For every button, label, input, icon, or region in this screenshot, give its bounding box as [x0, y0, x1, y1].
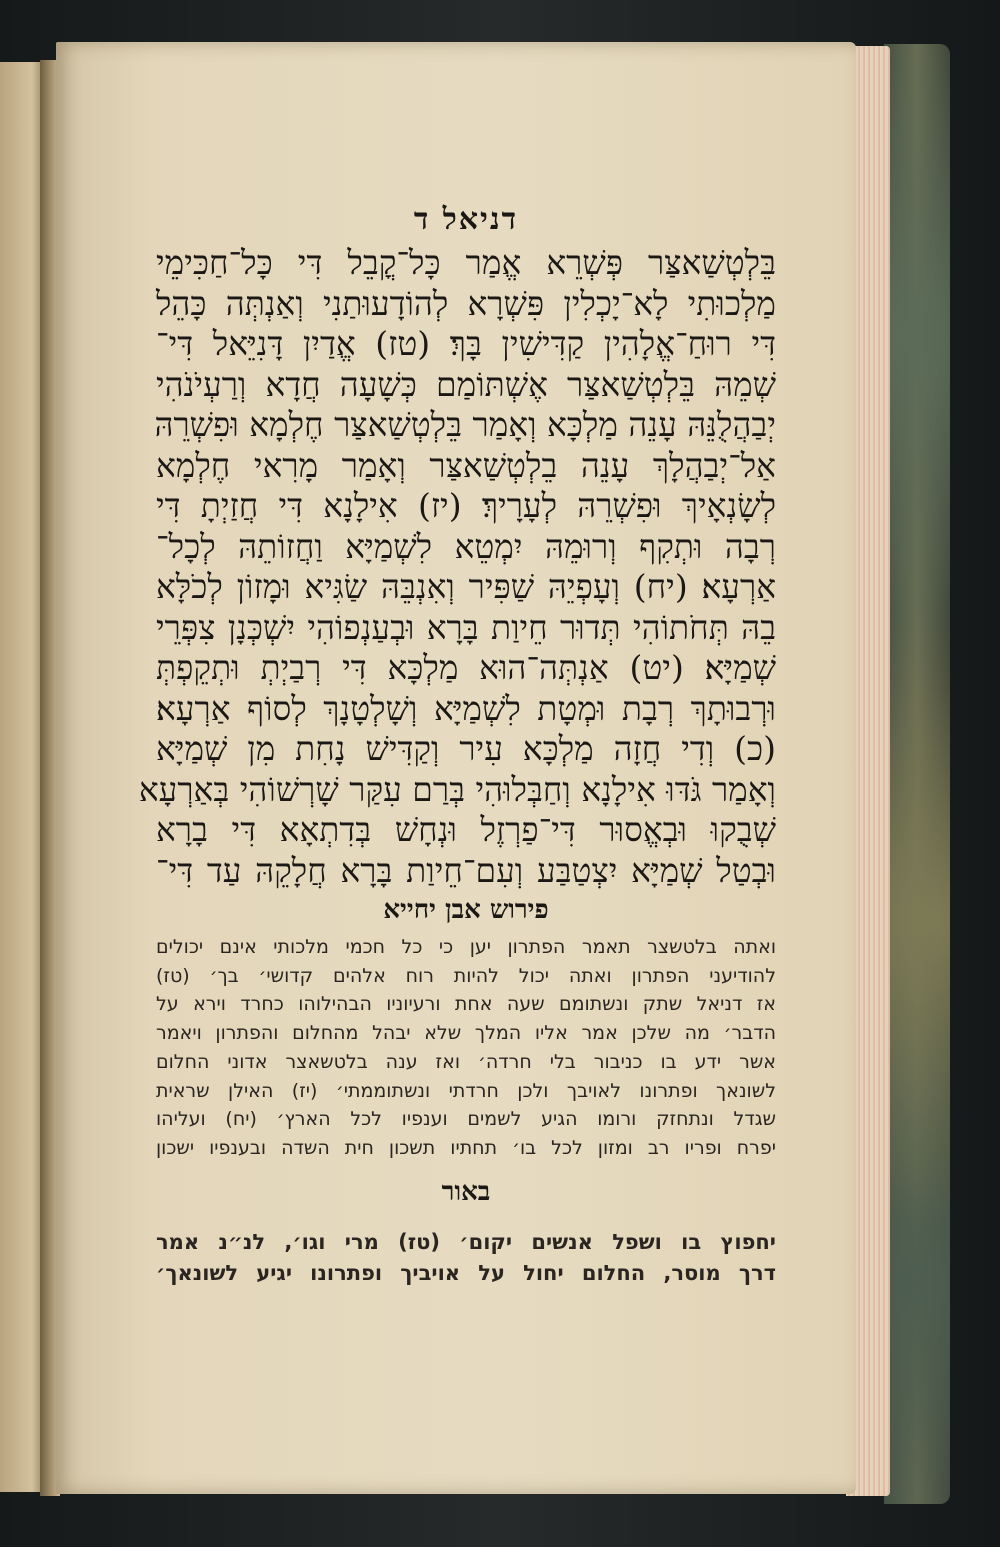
- main-text-line: וּרְבוּתָךְ רְבָת וּמְטָת לִשְׁמַיָּא וְשָׁלְטָנָךְ לְסוֹף אַרְעָא׃: [156, 688, 776, 728]
- commentary-title: פירוש אבן יחייא: [383, 895, 549, 925]
- main-text-line: בֵּלְטְשַׁאצַּר פְּשְׁרֵא אֱמַר כָּל־קֳבֵל דִּי כָּל־חַכִּימֵי: [156, 243, 776, 282]
- biur-line: יחפוץ בו ושפל אנשים יקום׳ (טז) מרי וגו׳, לנ״נ אמר: [156, 1229, 776, 1254]
- page-content: [138, 202, 776, 1289]
- biur-line: דרך מוסר, החלום יחול על אויביך ופתרונו יגיע לשונאך׳: [156, 1260, 776, 1285]
- commentary-line: לשונאך ופתרונו לאויבך ולכן חרדתי ונשתוממתי׳ (יז) האילן שראית: [156, 1079, 776, 1102]
- commentary-line: להודיעני הפתרון ואתה יכול להיות רוח אלהים קדושי׳ בך׳ (טז): [156, 964, 776, 987]
- commentary-line: יפרח ופריו רב ומזון לכל בו׳ תחתיו תשכון חית השדה ובענפיו ישכון: [156, 1136, 776, 1159]
- main-text-line: וְאָמַר גֹּדּוּ אִילָנָא וְחַבְּלוּהִי בְּרַם עִקַּר שָׁרְשׁוֹהִי בְּאַרְעָא: [138, 769, 776, 809]
- book-page: [56, 42, 856, 1494]
- commentary-block: [156, 933, 776, 1163]
- main-text-line: שְׁמַיָּא׃ (יט) אַנְתְּה־הוּא מַלְכָּא דִּי רְבַיְתְ וּתְקֵפְתְּ: [156, 648, 776, 687]
- commentary-line: שגדל ונתחזק ורומו הגיע לשמים וענפיו לכל הארץ׳ (יח) ועליהו: [156, 1108, 776, 1131]
- biur-block: [156, 1227, 776, 1289]
- biur-title: באור: [441, 1176, 491, 1207]
- main-text-line: רְבָה וּתְקִף וְרוּמֵהּ יִמְטֵא לִשְׁמַיָּא וַחֲזוֹתֵהּ לְכָל־: [156, 526, 776, 566]
- main-text-line: אַל־יְבַהֲלָךְ עָנֵה בֵלְטְשַׁאצַּר וְאָמַר מָרִאי חֶלְמָא: [156, 445, 776, 485]
- main-text-line: בֵהּ תְּחֹתוֹהִי תְּדוּר חֵיוַת בָּרָא וּבְעַנְפוֹהִי יִשְׁכְּנָן צִפְּרֵי: [156, 607, 776, 647]
- main-text-block: [138, 243, 776, 891]
- marbled-cover-edge: [884, 44, 950, 1504]
- commentary-line: הדבר׳ מה שלכן אמר אליו המלך שלא יבהל מהחלום והפתרון ויאמר: [156, 1022, 776, 1045]
- commentary-line: אשר ידע בו כניבור בלי חרדה׳ ואז ענה בלטשאצר אדוני החלום: [156, 1050, 776, 1073]
- main-text-line: וּבְטַל שְׁמַיָּא יִצְטַבַּע וְעִם־חֵיוַת בָּרָא חֲלָקֵהּ עַד דִּי־: [156, 850, 776, 890]
- main-text-line: לְשָׂנְאָיךְ וּפִשְׁרֵהּ לְעָרָיךְ׃ (יז) אִילָנָא דִּי חֲזַיְתָ דִּי: [156, 486, 776, 525]
- main-text-line: מַלְכוּתִי לָא־יָכְלִין פִּשְׁרָא לְהוֹדָעוּתַנִי וְאַנְתְּה כָּהֵל: [156, 283, 776, 323]
- main-text-line: שְׁבֻקוּ וּבְאֱסוּר דִּי־פַרְזֶל וּנְחָשׁ בְּדִתְאָא דִּי בָרָא: [156, 810, 776, 849]
- commentary-line: ואתה בלטשצר תאמר הפתרון יען כי כל חכמי מלכותי אינם יכולים: [156, 936, 776, 958]
- main-text-line: (כ) וְדִי חֲזָה מַלְכָּא עִיר וְקַדִּישׁ נָחִת מִן שְׁמַיָּא: [156, 729, 776, 768]
- running-head: דניאל ד: [413, 202, 519, 237]
- commentary-line: אז דניאל שתק ונשתומם שעה אחת ורעיוניו הבהילוהו כחרד וירא על: [156, 993, 776, 1016]
- main-text-line: אַרְעָא׃ (יח) וְעָפְיֵהּ שַׁפִּיר וְאִנְבֵּהּ שַׂגִּיא וּמָזוֹן לְכֹלָּא: [156, 567, 776, 606]
- main-text-line: יְבַהֲלֻנֵּהּ עָנֵה מַלְכָּא וְאָמַר בֵּלְטְשַׁאצַּר חֶלְמָא וּפִשְׁרֵהּ: [154, 405, 776, 444]
- main-text-line: שְׁמֵהּ בֵּלְטְשַׁאצַּר אֶשְׁתּוֹמַם כְּשָׁעָה חֲדָא וְרַעְיֹנֹהִי: [156, 364, 776, 404]
- main-text-line: דִּי רוּחַ־אֱלָהִין קַדִּישִׁין בָּךְ׃ (טז) אֱדַיִן דָּנִיֵּאל דִּי־: [156, 324, 776, 363]
